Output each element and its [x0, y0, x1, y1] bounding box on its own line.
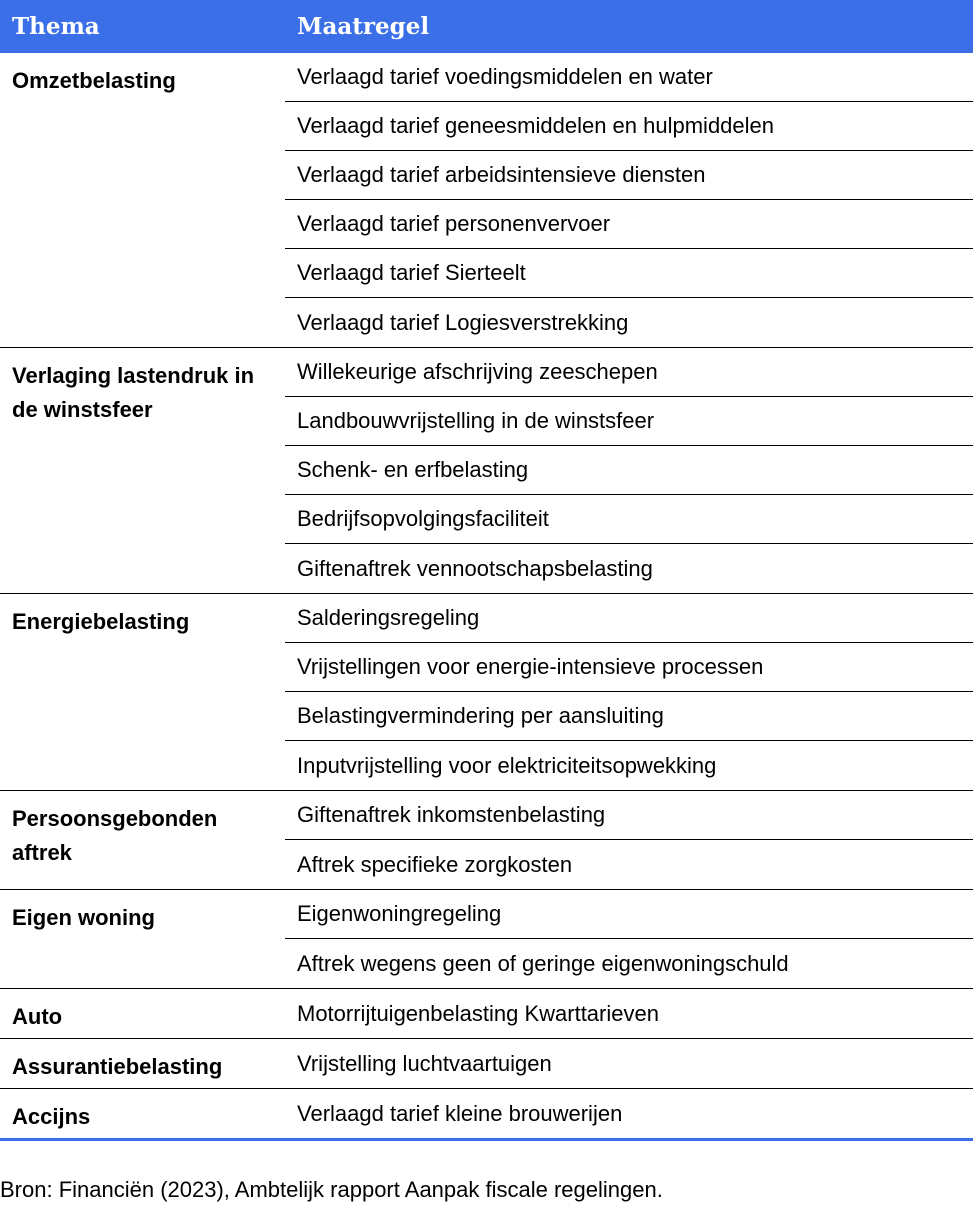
measures-cell [285, 890, 973, 988]
theme-group [0, 989, 973, 1039]
theme-group [0, 1039, 973, 1089]
theme-cell: Energiebelasting [12, 609, 190, 634]
measure-row: Verlaagd tarief Logiesverstrekking [297, 309, 629, 335]
theme-group [0, 791, 973, 890]
theme-group [0, 594, 973, 791]
theme-cell: Verlaging lastendruk in de winstsfeer [12, 363, 255, 422]
theme-cell: Assurantiebelasting [12, 1054, 223, 1079]
theme-cell: Eigen woning [12, 905, 155, 930]
measure-row: Giftenaftrek inkomstenbelasting [285, 791, 973, 840]
measure-row: Salderingsregeling [285, 594, 973, 643]
measure-row: Verlaagd tarief arbeidsintensieve diensten [285, 151, 973, 200]
measures-cell [285, 348, 973, 593]
theme-cell: Omzetbelasting [12, 68, 176, 93]
measure-row: Landbouwvrijstelling in de winstsfeer [285, 397, 973, 446]
measure-row: Verlaagd tarief voedingsmiddelen en water [285, 53, 973, 102]
theme-cell: Persoonsgebonden aftrek [12, 806, 218, 865]
measure-row: Vrijstellingen voor energie-intensieve processen [285, 643, 973, 692]
measure-row: Eigenwoningregeling [285, 890, 973, 939]
measure-row: Verlaagd tarief kleine brouwerijen [297, 1100, 623, 1126]
measure-row: Giftenaftrek vennootschapsbelasting [297, 555, 653, 581]
measure-row: Motorrijtuigenbelasting Kwarttarieven [297, 1000, 659, 1026]
table-body [0, 53, 973, 1141]
table-header [0, 0, 973, 53]
theme-group [0, 1089, 973, 1141]
theme-cell: Accijns [12, 1104, 91, 1129]
measure-row: Verlaagd tarief personenvervoer [285, 200, 973, 249]
measure-row: Schenk- en erfbelasting [285, 446, 973, 495]
theme-group [0, 348, 973, 594]
measures-cell [285, 1039, 973, 1088]
measures-cell [285, 594, 973, 790]
measure-row: Vrijstelling luchtvaartuigen [297, 1050, 552, 1076]
measures-cell [285, 989, 973, 1038]
measure-row: Verlaagd tarief Sierteelt [285, 249, 973, 298]
measure-row: Bedrijfsopvolgingsfaciliteit [285, 495, 973, 544]
theme-cell: Auto [12, 1004, 63, 1029]
measure-row: Belastingvermindering per aansluiting [285, 692, 973, 741]
measure-row: Aftrek wegens geen of geringe eigenwoningschuld [297, 950, 789, 976]
theme-group [0, 890, 973, 989]
measure-row: Willekeurige afschrijving zeeschepen [285, 348, 973, 397]
measure-row: Inputvrijstelling voor elektriciteitsopwekking [297, 752, 717, 778]
measure-row: Aftrek specifieke zorgkosten [297, 851, 573, 877]
header-thema: Thema [12, 13, 100, 40]
measures-cell [285, 1089, 973, 1138]
measures-cell [285, 791, 973, 889]
measures-cell [285, 53, 973, 347]
header-maatregel: Maatregel [297, 13, 430, 40]
measure-row: Verlaagd tarief geneesmiddelen en hulpmiddelen [285, 102, 973, 151]
theme-group [0, 53, 973, 348]
source-note: Bron: Financiën (2023), Ambtelijk rapport Aanpak fiscale regelingen. [0, 1177, 663, 1202]
